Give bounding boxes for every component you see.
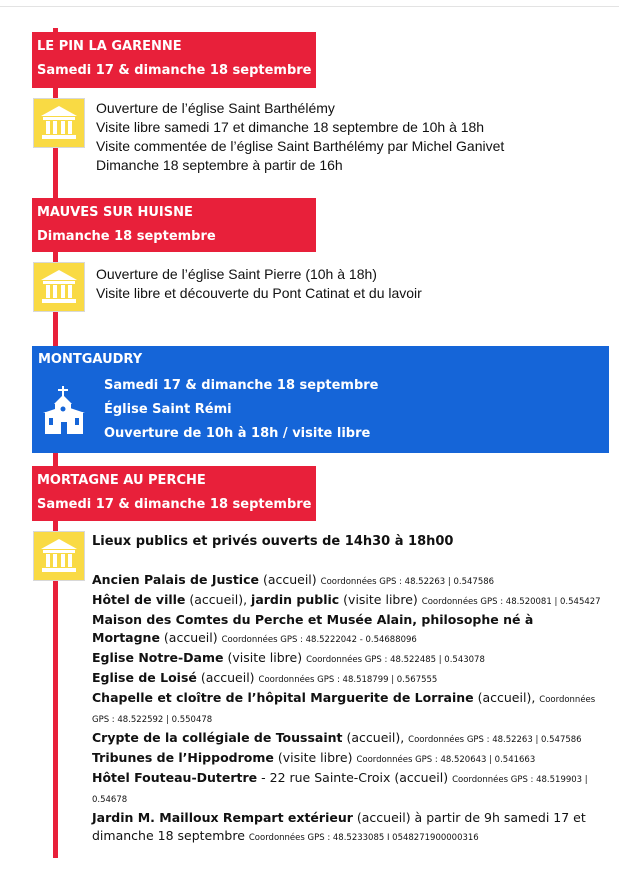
montgaudry-details bbox=[104, 374, 379, 446]
list-item: Ancien Palais de Justice (accueil) Coordonnées GPS : 48.52263 | 0.547586 bbox=[92, 572, 495, 587]
church-icon bbox=[42, 382, 86, 436]
section-info-mauves bbox=[96, 265, 422, 303]
info-line: Visite libre samedi 17 et dimanche 18 septembre de 10h à 18h bbox=[96, 119, 485, 135]
info-line: Samedi 17 & dimanche 18 septembre bbox=[104, 378, 379, 393]
info-line: Visite commentée de l’église Saint Barthélémy par Michel Ganivet bbox=[96, 138, 505, 154]
event-dates: Samedi 17 & dimanche 18 septembre bbox=[37, 497, 312, 512]
list-item: Tribunes de l’Hippodrome (visite libre) Coordonnées GPS : 48.520643 | 0.541663 bbox=[92, 750, 536, 765]
town-name: MAUVES SUR HUISNE bbox=[37, 205, 193, 220]
event-dates: Dimanche 18 septembre bbox=[37, 229, 216, 244]
section-header-le-pin bbox=[32, 32, 316, 88]
list-item: Eglise Notre-Dame (visite libre) Coordonnées GPS : 48.522485 | 0.543078 bbox=[92, 650, 485, 665]
info-line: Visite libre et découverte du Pont Catinat et du lavoir bbox=[96, 285, 422, 301]
section-montgaudry bbox=[32, 346, 609, 453]
top-divider bbox=[0, 0, 619, 7]
museum-icon bbox=[33, 531, 85, 581]
info-line: Dimanche 18 septembre à partir de 16h bbox=[96, 157, 343, 173]
info-line: Ouverture de 10h à 18h / visite libre bbox=[104, 426, 371, 441]
list-item: Jardin M. Mailloux Rempart extérieur (accueil) à partir de 9h samedi 17 et dimanche 18 septembre Coordonnées GPS : 48.5233085 I 0548271900000316 bbox=[92, 810, 586, 843]
info-line: Église Saint Rémi bbox=[104, 402, 232, 417]
section-header-mauves bbox=[32, 198, 316, 252]
list-item: Chapelle et cloître de l’hôpital Marguerite de Lorraine (accueil), Coordonnées GPS : 48.522592 | 0.550478 bbox=[92, 690, 596, 725]
section-header-mortagne bbox=[32, 466, 316, 521]
town-name: MONTGAUDRY bbox=[38, 352, 143, 367]
list-item: Hôtel de ville (accueil), jardin public (visite libre) Coordonnées GPS : 48.520081 | 0.545427 bbox=[92, 592, 601, 607]
list-item: Maison des Comtes du Perche et Musée Alain, philosophe né à Mortagne (accueil) Coordonnées GPS : 48.5222042 - 0.54688096 bbox=[92, 612, 534, 645]
town-name: MORTAGNE AU PERCHE bbox=[37, 473, 206, 488]
event-dates: Samedi 17 & dimanche 18 septembre bbox=[37, 63, 312, 78]
museum-icon bbox=[33, 262, 85, 312]
list-item: Crypte de la collégiale de Toussaint (accueil), Coordonnées GPS : 48.52263 | 0.547586 bbox=[92, 730, 582, 745]
museum-icon bbox=[33, 98, 85, 148]
list-item: Eglise de Loisé (accueil) Coordonnées GPS : 48.518799 | 0.567555 bbox=[92, 670, 438, 685]
info-line: Ouverture de l’église Saint Barthélémy bbox=[96, 100, 335, 116]
mortagne-list bbox=[92, 533, 604, 847]
info-line: Ouverture de l’église Saint Pierre (10h à 18h) bbox=[96, 266, 377, 282]
list-item: Hôtel Fouteau-Dutertre - 22 rue Sainte-Croix (accueil) Coordonnées GPS : 48.519903 | 0.54678 bbox=[92, 770, 588, 805]
town-name: LE PIN LA GARENNE bbox=[37, 39, 182, 54]
section-info-le-pin bbox=[96, 99, 504, 175]
list-heading: Lieux publics et privés ouverts de 14h30 à 18h00 bbox=[92, 534, 454, 549]
